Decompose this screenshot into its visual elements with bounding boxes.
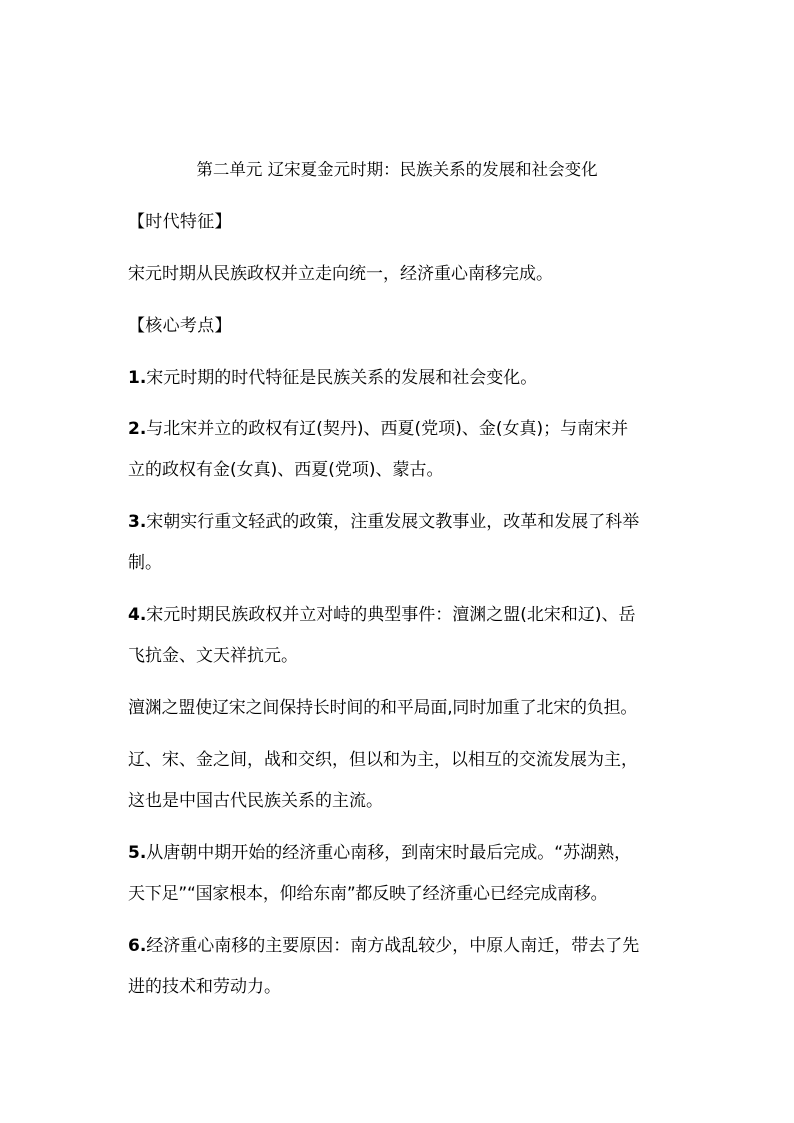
point-6-line-1 [128, 936, 673, 956]
point-4-text-1: 宋元时期民族政权并立对峙的典型事件：澶渊之盟(北宋和辽)、岳 [146, 605, 636, 625]
point-3-number: 3. [128, 512, 147, 532]
point-6-number: 6. [128, 936, 147, 956]
section-heading-core: 【核心考点】 [128, 316, 232, 336]
point-2-line-2: 立的政权有金(女真)、西夏(党项)、蒙古。 [128, 460, 444, 480]
point-6-line-2: 进的技术和劳动力。 [128, 977, 281, 997]
point-4-line-2: 飞抗金、文天祥抗元。 [128, 646, 298, 666]
era-paragraph: 宋元时期从民族政权并立走向统一，经济重心南移完成。 [128, 264, 553, 284]
point-5-line-1 [128, 843, 673, 863]
section-heading-era: 【时代特征】 [128, 212, 232, 232]
point-5-line-2: 天下足”“国家根本，仰给东南”都反映了经济重心已经完成南移。 [128, 884, 608, 904]
point-4-line-1 [128, 605, 673, 625]
point-2-text-1: 与北宋并立的政权有辽(契丹)、西夏(党项)、金(女真)；与南宋并 [146, 419, 629, 439]
chanyuan-paragraph: 澶渊之盟使辽宋之间保持长时间的和平局面,同时加重了北宋的负担。 [128, 698, 638, 718]
point-2-line-1 [128, 419, 673, 439]
point-3-line-1 [128, 512, 673, 532]
point-6-text-1: 经济重心南移的主要原因：南方战乱较少，中原人南迁，带去了先 [146, 936, 640, 956]
point-1-line-1 [128, 368, 673, 388]
point-2-number: 2. [128, 419, 147, 439]
point-3-line-2: 制。 [128, 553, 162, 573]
relations-paragraph-line-1: 辽、宋、金之间，战和交织，但以和为主，以相互的交流发展为主， [128, 750, 638, 770]
point-5-text-1: 从唐朝中期开始的经济重心南移，到南宋时最后完成。“苏湖熟， [146, 843, 632, 863]
point-1-text: 宋元时期的时代特征是民族关系的发展和社会变化。 [146, 368, 538, 388]
point-1-number: 1. [128, 368, 147, 388]
point-4-number: 4. [128, 605, 147, 625]
page-title: 第二单元 辽宋夏金元时期：民族关系的发展和社会变化 [196, 160, 598, 179]
point-5-number: 5. [128, 843, 147, 863]
relations-paragraph-line-2: 这也是中国古代民族关系的主流。 [128, 791, 383, 811]
point-3-text-1: 宋朝实行重文轻武的政策，注重发展文教事业，改革和发展了科举 [146, 512, 640, 532]
